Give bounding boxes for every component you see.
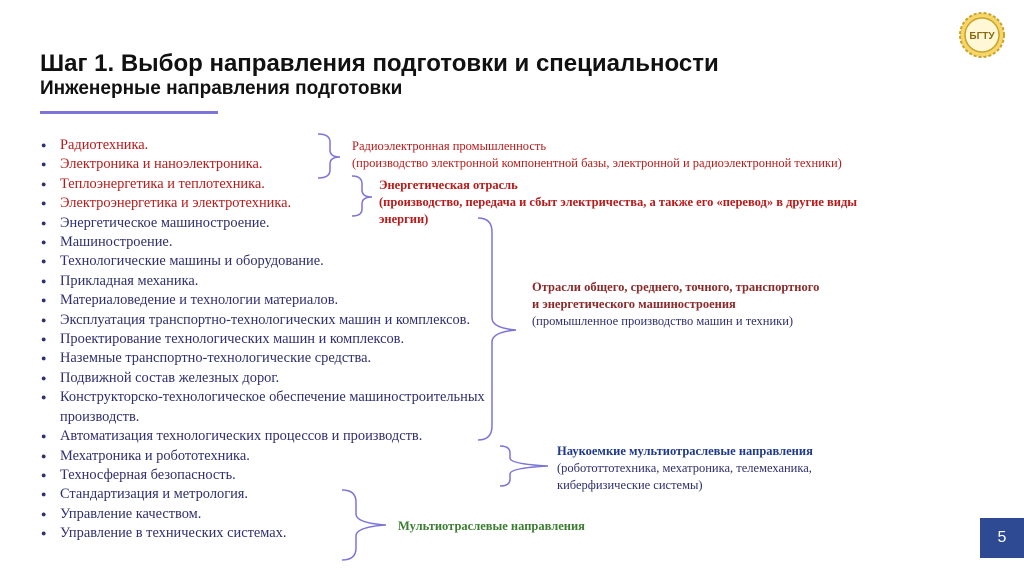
logo-text: БГТУ <box>969 31 995 42</box>
list-item: ● Прикладная механика. <box>40 272 510 291</box>
bracket-science <box>500 446 548 486</box>
bracket-radio <box>318 134 340 178</box>
group-energy-sub2: энергии) <box>379 212 429 226</box>
group-science-head: Наукоемкие мультиотраслевые направления <box>557 444 813 458</box>
group-science-sub2: киберфизические системы) <box>557 478 703 492</box>
list-item: ● Радиотехника. <box>40 136 510 155</box>
page-title: Шаг 1. Выбор направления подготовки и специальности <box>40 50 719 77</box>
group-label-radio <box>352 138 842 172</box>
bracket-energy <box>352 176 372 216</box>
group-machine-sub: (промышленное производство машин и техники) <box>532 314 794 328</box>
list-item: ● Управление в технических системах. <box>40 524 510 543</box>
list-item: ● Теплоэнергетика и теплотехника. <box>40 175 510 194</box>
group-label-machine <box>532 279 819 330</box>
list-item: ● Техносферная безопасность. <box>40 466 510 485</box>
list-item: ● Материаловедение и технологии материалов. <box>40 291 510 310</box>
list-item: ● Автоматизация технологических процессов и производств. <box>40 427 510 446</box>
page-subtitle: Инженерные направления подготовки <box>40 78 403 99</box>
group-science-sub: (робототтотехника, мехатроника, телемеханика, <box>557 461 812 475</box>
group-label-science <box>557 443 813 494</box>
group-label-energy <box>379 177 857 228</box>
list-item: ● Электроэнергетика и электротехника. <box>40 194 510 213</box>
page-number-badge: 5 <box>980 518 1024 558</box>
group-radio-sub: (производство электронной компонентной базы, электронной и радиоэлектронной техники) <box>352 156 842 170</box>
group-energy-sub: (производство, передача и сбыт электричества, а также его «перевод» в другие виды <box>379 195 858 209</box>
list-item: ● Электроника и наноэлектроника. <box>40 155 510 174</box>
list-item: ● Проектирование технологических машин и комплексов. <box>40 330 510 349</box>
group-machine-head2: и энергетического машиностроения <box>532 297 736 311</box>
group-machine-head: Отрасли общего, среднего, точного, транспортного <box>532 280 820 294</box>
list-item: ● Эксплуатация транспортно-технологических машин и комплексов. <box>40 311 510 330</box>
list-item: ● Подвижной состав железных дорог. <box>40 369 510 388</box>
group-label-multi: Мультиотраслевые направления <box>398 519 585 533</box>
group-radio-head: Радиоэлектронная промышленность <box>352 139 547 153</box>
list-item: ● Технологические машины и оборудование. <box>40 252 510 271</box>
list-item: ● Управление качеством. <box>40 505 510 524</box>
list-item: ● Наземные транспортно-технологические средства. <box>40 349 510 368</box>
list-item: ● Стандартизация и метрология. <box>40 485 510 504</box>
bracket-multi <box>342 490 386 560</box>
list-item: ● Энергетическое машиностроение. <box>40 214 510 233</box>
list-item: ● Конструкторско-технологическое обеспечение машиностроительных производств. <box>40 388 510 427</box>
list-item: ● Машиностроение. <box>40 233 510 252</box>
bracket-machine <box>478 218 516 440</box>
group-energy-head: Энергетическая отрасль <box>379 178 518 192</box>
list-item: ● Мехатроника и робототехника. <box>40 447 510 466</box>
